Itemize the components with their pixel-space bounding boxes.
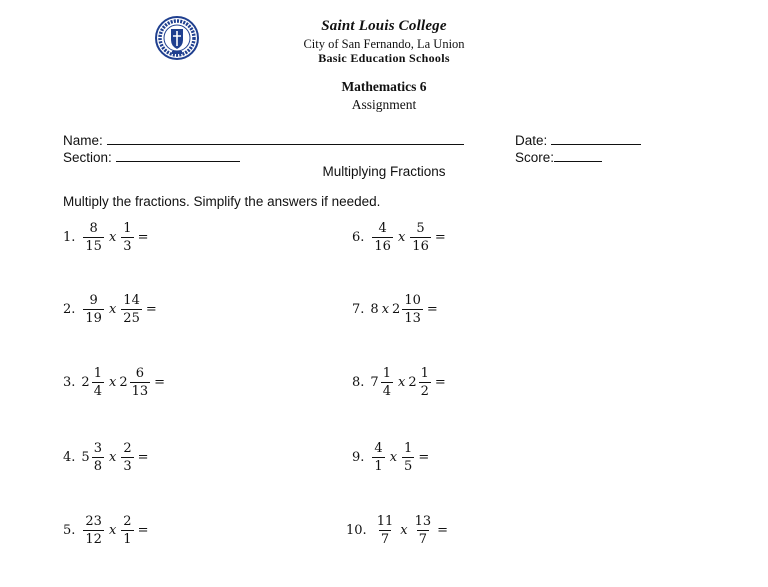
fraction-a <box>92 367 104 398</box>
section-label: Section: <box>63 150 112 165</box>
fraction-a <box>375 515 396 546</box>
numerator: 4 <box>374 441 383 456</box>
denominator: 7 <box>380 532 390 547</box>
equals-sign: = <box>434 230 446 245</box>
whole-number: 2 <box>119 375 128 390</box>
problem-1 <box>63 222 148 253</box>
times-sign: x <box>381 302 390 317</box>
times-sign: x <box>108 230 117 245</box>
denominator: 1 <box>374 459 383 474</box>
numerator: 1 <box>123 221 132 236</box>
problem-10 <box>346 515 448 546</box>
doc-type: Assignment <box>351 97 417 112</box>
whole-number: 7 <box>370 375 379 390</box>
problem-3 <box>63 367 165 398</box>
problem-6 <box>352 222 446 253</box>
numerator: 4 <box>378 221 387 236</box>
fraction-a <box>83 515 104 546</box>
problem-9 <box>352 442 429 473</box>
times-sign: x <box>400 523 408 538</box>
fraction-b <box>402 294 423 325</box>
times-sign: x <box>108 450 117 465</box>
fraction-b <box>130 367 151 398</box>
denominator: 12 <box>85 532 102 547</box>
college-city: City of San Fernando, La Union <box>303 37 465 51</box>
equals-sign: = <box>437 523 449 538</box>
equals-sign: = <box>145 302 157 317</box>
section-field <box>63 148 240 165</box>
times-sign: x <box>108 375 117 390</box>
times-sign: x <box>108 523 117 538</box>
score-line[interactable] <box>554 148 602 162</box>
numerator: 6 <box>135 366 144 381</box>
problem-4 <box>63 442 149 473</box>
denominator: 3 <box>123 239 132 254</box>
name-line[interactable] <box>107 131 464 145</box>
date-label: Date: <box>515 133 548 148</box>
fraction-a <box>372 222 393 253</box>
denominator: 8 <box>93 459 102 474</box>
equals-sign: = <box>154 375 166 390</box>
numerator: 13 <box>414 514 432 529</box>
whole-number: 2 <box>81 375 90 390</box>
denominator: 5 <box>404 459 413 474</box>
problem-number: 3. <box>63 375 76 390</box>
problem-number: 9. <box>352 450 365 465</box>
fraction-b <box>413 515 434 546</box>
numerator: 1 <box>404 441 413 456</box>
fraction-b <box>121 222 133 253</box>
fraction-b <box>419 367 431 398</box>
equals-sign: = <box>137 523 149 538</box>
whole-number: 8 <box>370 302 379 317</box>
fraction-b <box>121 442 133 473</box>
denominator: 15 <box>85 239 102 254</box>
denominator: 25 <box>123 311 140 326</box>
date-field <box>515 131 641 148</box>
numerator: 11 <box>376 514 394 529</box>
fraction-b <box>121 515 133 546</box>
college-name: Saint Louis College <box>321 18 447 34</box>
subject-title: Mathematics 6 <box>341 79 427 94</box>
whole-number: 2 <box>408 375 417 390</box>
denominator: 13 <box>404 311 421 326</box>
denominator: 3 <box>123 459 132 474</box>
date-line[interactable] <box>551 131 641 145</box>
equals-sign: = <box>426 302 438 317</box>
score-field <box>515 148 602 165</box>
instructions: Multiply the fractions. Simplify the answers if needed. <box>63 194 381 209</box>
denominator: 16 <box>374 239 391 254</box>
problem-number: 6. <box>352 230 365 245</box>
problem-number: 8. <box>352 375 365 390</box>
whole-number: 5 <box>81 450 90 465</box>
numerator: 23 <box>85 514 102 529</box>
numerator: 2 <box>123 441 132 456</box>
problem-number: 4. <box>63 450 76 465</box>
denominator: 4 <box>382 384 391 399</box>
numerator: 1 <box>93 366 102 381</box>
score-label: Score: <box>515 150 555 165</box>
worksheet-title: Multiplying Fractions <box>322 164 446 179</box>
times-sign: x <box>397 375 406 390</box>
equals-sign: = <box>434 375 446 390</box>
denominator: 19 <box>85 311 102 326</box>
numerator: 1 <box>420 366 429 381</box>
problem-number: 1. <box>63 230 76 245</box>
fraction-a <box>83 222 104 253</box>
fraction-a <box>92 442 104 473</box>
fraction-b <box>402 442 414 473</box>
times-sign: x <box>108 302 117 317</box>
numerator: 5 <box>416 221 425 236</box>
section-line[interactable] <box>116 148 240 162</box>
problem-5 <box>63 515 148 546</box>
numerator: 9 <box>89 293 98 308</box>
division-name: Basic Education Schools <box>318 51 450 65</box>
name-field <box>63 131 464 148</box>
numerator: 1 <box>382 366 391 381</box>
problem-7 <box>352 294 438 325</box>
name-label: Name: <box>63 133 103 148</box>
numerator: 10 <box>404 293 421 308</box>
problem-2 <box>63 294 157 325</box>
whole-number: 2 <box>392 302 401 317</box>
denominator: 16 <box>412 239 429 254</box>
problem-number: 7. <box>352 302 365 317</box>
denominator: 4 <box>93 384 102 399</box>
fraction-a <box>372 442 384 473</box>
numerator: 14 <box>123 293 140 308</box>
numerator: 3 <box>93 441 102 456</box>
equals-sign: = <box>137 230 149 245</box>
problem-8 <box>352 367 446 398</box>
equals-sign: = <box>137 450 149 465</box>
fraction-b <box>121 294 142 325</box>
problem-number: 10. <box>346 523 367 538</box>
problem-number: 2. <box>63 302 76 317</box>
denominator: 2 <box>420 384 429 399</box>
times-sign: x <box>397 230 406 245</box>
denominator: 13 <box>131 384 149 399</box>
problem-number: 5. <box>63 523 76 538</box>
fraction-b <box>410 222 431 253</box>
fraction-a <box>381 367 393 398</box>
denominator: 7 <box>418 532 427 547</box>
numerator: 2 <box>123 514 132 529</box>
numerator: 8 <box>89 221 98 236</box>
fraction-a <box>83 294 104 325</box>
denominator: 1 <box>123 532 132 547</box>
equals-sign: = <box>418 450 430 465</box>
times-sign: x <box>389 450 398 465</box>
